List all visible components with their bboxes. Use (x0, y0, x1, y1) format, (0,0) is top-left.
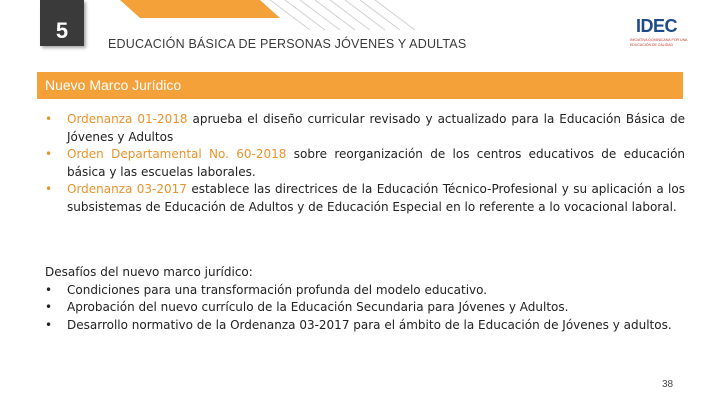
list-item (45, 146, 685, 181)
bullet-icon: • (45, 300, 53, 314)
challenges-section (45, 264, 685, 334)
page-number: 38 (662, 379, 674, 390)
bullet-icon: • (45, 112, 53, 126)
list-item (45, 282, 685, 300)
challenges-title: Desafíos del nuevo marco jurídico: (45, 265, 253, 279)
header-title: EDUCACIÓN BÁSICA DE PERSONAS JÓVENES Y ADULTAS (108, 37, 467, 51)
decorative-lines (120, 0, 420, 32)
item-highlight: Ordenanza 01-2018 (67, 112, 188, 126)
banner-title: Nuevo Marco Jurídico (45, 77, 182, 93)
slide-number-box (40, 0, 84, 46)
section-banner (37, 72, 683, 99)
slide-number: 5 (55, 18, 69, 43)
legal-framework-list (45, 111, 685, 216)
item-highlight: Ordenanza 03-2017 (67, 182, 187, 196)
bullet-icon: • (45, 317, 53, 332)
logo-subtitle: INICIATIVA DOMINICANA POR UNA EDUCACIÓN DE CALIDAD (630, 38, 688, 47)
challenge-text: Desarrollo normativo de la Ordenanza 03-2017 para el ámbito de la Educación de Jóvenes y adultos. (67, 317, 672, 332)
challenge-text: Aprobación del nuevo currículo de la Educación Secundaria para Jóvenes y Adultos. (67, 300, 569, 314)
challenges-list (45, 282, 685, 335)
item-text: aprueba el diseño curricular revisado y actualizado para la Educación Básica de Jóvenes y Adultos (67, 112, 686, 144)
logo-text: IDEC (636, 16, 678, 36)
list-item (45, 317, 685, 335)
list-item (45, 111, 685, 146)
bullet-icon: • (45, 182, 53, 196)
list-item (45, 299, 685, 317)
challenge-text: Condiciones para una transformación profunda del modelo educativo. (67, 282, 488, 297)
item-text: establece las directrices de la Educación Técnico-Profesional y su aplicación a los subsistemas de Educación de Adultos y de Educación Especial en lo referente a lo vocacional laboral. (67, 182, 685, 214)
bullet-icon: • (45, 282, 53, 297)
bullet-icon: • (45, 147, 53, 161)
list-item (45, 181, 685, 216)
item-highlight: Orden Departamental No. 60-2018 (67, 147, 287, 161)
item-text: sobre reorganización de los centros educativos de educación básica y las escuelas laborales. (67, 147, 686, 179)
